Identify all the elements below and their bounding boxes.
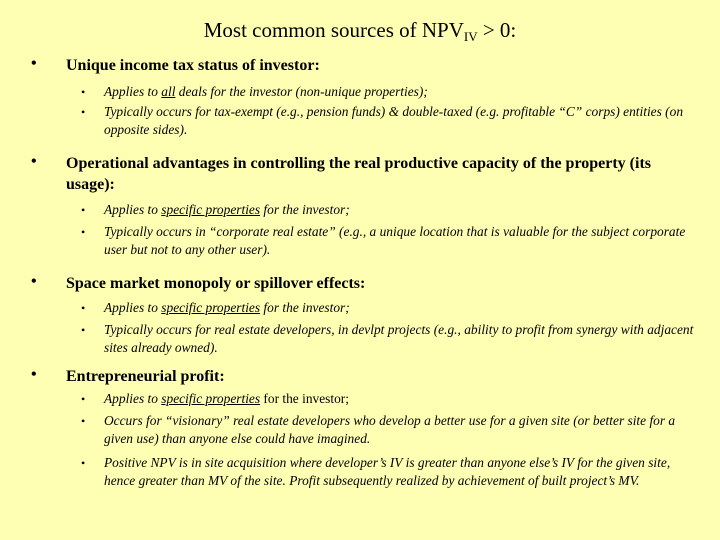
item-bullet: • (81, 323, 86, 337)
section-heading: Operational advantages in controlling the real productive capacity of the property (its usage): (66, 155, 652, 193)
item-text: Applies to specific properties for the investor; (104, 202, 350, 217)
section-bullet: • (31, 55, 37, 72)
title-prefix: Most common sources of NPV (203, 18, 464, 42)
section-heading: Entrepreneurial profit: (66, 368, 225, 385)
item-bullet: • (81, 203, 86, 217)
item-bullet: • (81, 225, 86, 239)
slide-title (0, 18, 720, 45)
item-bullet: • (81, 414, 86, 428)
section-heading: Space market monopoly or spillover effects: (66, 275, 366, 292)
item-text: Applies to specific properties for the investor; (104, 300, 350, 315)
item-bullet: • (81, 456, 86, 470)
item-bullet: • (81, 85, 86, 99)
item-text: Typically occurs for tax-exempt (e.g., pension funds) & double-taxed (e.g. profitable “C” corps) entities (on opposite sides). (104, 104, 684, 137)
title-suffix: > 0: (477, 18, 517, 42)
item-text: Applies to all deals for the investor (non-unique properties); (104, 84, 428, 99)
item-bullet: • (81, 301, 86, 315)
section-bullet: • (31, 366, 37, 383)
item-text: Typically occurs for real estate developers, in devlpt projects (e.g., ability to profit from synergy with adjacent sites already owned). (104, 322, 694, 355)
item-bullet: • (81, 392, 86, 406)
section-heading: Unique income tax status of investor: (66, 57, 320, 74)
title-subscript: IV (463, 29, 478, 44)
section-bullet: • (31, 153, 37, 170)
section-bullet: • (31, 273, 37, 290)
item-bullet: • (81, 105, 86, 119)
item-text: Typically occurs in “corporate real estate” (e.g., a unique location that is valuable for the subject corporate user but not to any other user). (104, 224, 686, 257)
item-text: Occurs for “visionary” real estate developers who develop a better use for a given site (or better site for a given use) than anyone else could have imagined. (104, 413, 676, 446)
item-text: Applies to specific properties for the investor; (104, 391, 349, 406)
item-text: Positive NPV is in site acquisition where developer’s IV is greater than anyone else’s IV for the given site, hence greater than MV of the site. Profit subsequently realized by achievement of built project’s MV. (104, 455, 671, 488)
